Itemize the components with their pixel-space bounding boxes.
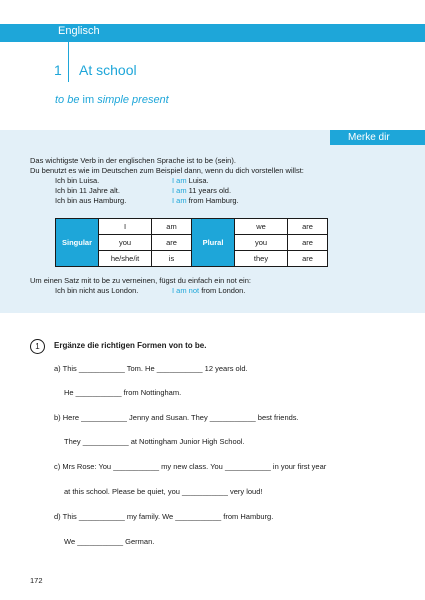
singular-verb: is [152, 251, 192, 267]
exercise-line: d) This ___________ my family. We ___________ from Hamburg. [54, 512, 274, 521]
exercise-line: a) This ___________ Tom. He ___________ 12 years old. [54, 364, 248, 373]
grammar-table [55, 218, 328, 267]
example-en [172, 176, 209, 185]
exercise-line: c) Mrs Rose: You ___________ my new class. You ___________ in your first year [54, 462, 327, 471]
intro-line-1: Das wichtigste Verb in der englischen Sprache ist to be (sein). [30, 156, 236, 165]
subtitle-part-1: to be [55, 94, 80, 106]
example-en-highlight: I am [172, 196, 187, 205]
plural-pronoun: they [235, 251, 288, 267]
negation-en-not: not [188, 286, 200, 295]
chapter-title: At school [79, 62, 137, 78]
example-de: Ich bin Luisa. [55, 176, 100, 185]
example-en-highlight: I am [172, 186, 187, 195]
example-de: Ich bin 11 Jahre alt. [55, 186, 120, 195]
subject-label: Englisch [58, 25, 100, 37]
example-de: Ich bin aus Hamburg. [55, 196, 127, 205]
exercise-number-badge: 1 [30, 339, 45, 354]
example-en [172, 186, 231, 195]
plural-pronoun: we [235, 219, 288, 235]
singular-pronoun: you [99, 235, 152, 251]
example-en-highlight: I am [172, 176, 187, 185]
header-divider [68, 42, 69, 82]
plural-label: Plural [192, 219, 235, 267]
table-row [56, 219, 328, 235]
negation-en-a: I am [172, 286, 189, 295]
exercise-line: We ___________ German. [64, 537, 155, 546]
section-subtitle [55, 94, 169, 106]
example-en-rest: from Hamburg. [186, 196, 239, 205]
exercise-line: b) Here ___________ Jenny and Susan. They ___________ best friends. [54, 413, 299, 422]
merke-box [0, 130, 425, 313]
plural-verb: are [288, 251, 328, 267]
singular-verb: are [152, 235, 192, 251]
negation-en [172, 286, 245, 295]
exercise-title: Ergänze die richtigen Formen von to be. [54, 341, 207, 350]
negation-en-b: from London. [199, 286, 246, 295]
singular-pronoun: he/she/it [99, 251, 152, 267]
example-en-rest: 11 years old. [186, 186, 232, 195]
header-bar [0, 24, 425, 42]
example-en [172, 196, 239, 205]
exercise-line: He ___________ from Nottingham. [64, 388, 182, 397]
intro-line-2: Du benutzt es wie im Deutschen zum Beispiel dann, wenn du dich vorstellen willst: [30, 166, 304, 175]
negation-de: Ich bin nicht aus London. [55, 286, 139, 295]
exercise-line: at this school. Please be quiet, you ___________ very loud! [64, 487, 263, 496]
subtitle-part-3: simple present [97, 94, 169, 106]
negation-line: Um einen Satz mit to be zu verneinen, fügst du einfach ein not ein: [30, 276, 251, 285]
example-en-rest: Luisa. [186, 176, 209, 185]
exercise-line: They ___________ at Nottingham Junior High School. [64, 437, 245, 446]
singular-pronoun: I [99, 219, 152, 235]
singular-verb: am [152, 219, 192, 235]
page-number: 172 [30, 576, 43, 585]
subtitle-part-2: im [79, 94, 98, 106]
chapter-number: 1 [54, 62, 62, 78]
plural-verb: are [288, 235, 328, 251]
plural-pronoun: you [235, 235, 288, 251]
plural-verb: are [288, 219, 328, 235]
singular-label: Singular [56, 219, 99, 267]
merke-label: Merke dir [330, 130, 425, 145]
